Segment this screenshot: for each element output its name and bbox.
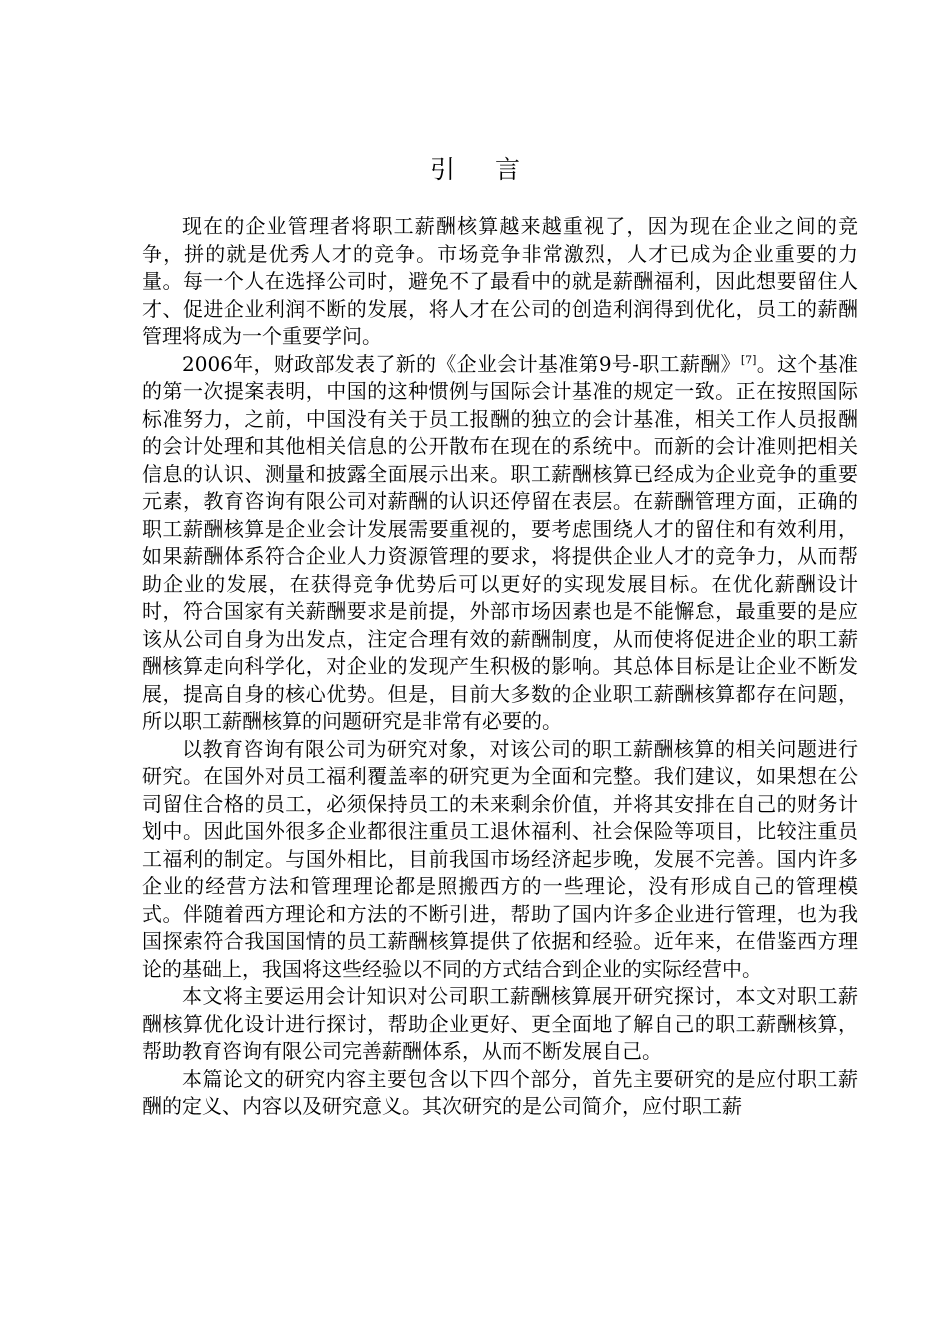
paragraph-5: 本篇论文的研究内容主要包含以下四个部分，首先主要研究的是应付职工薪酬的定义、内容以及研究意义。其次研究的是公司简介，应付职工薪: [142, 1066, 858, 1118]
page-title: 引言: [429, 155, 560, 184]
paragraph-1: 现在的企业管理者将职工薪酬核算越来越重视了，因为现在企业之间的竞争，拼的就是优秀人才的竞争。市场竞争非常激烈，人才已成为企业重要的力量。每一个人在选择公司时，避免不了最看中的就是薪酬福利，因此想要留住人才、促进企业利润不断的发展，将人才在公司的创造利润得到优化，员工的薪酬管理将成为一个重要学问。: [142, 214, 858, 348]
citation-ref: [7]: [740, 352, 757, 366]
paragraph-2-text-before: 2006年，财政部发表了新的《企业会计基准第9号-职工薪酬》: [182, 351, 741, 376]
document-body: [142, 213, 858, 1121]
paragraph-2: [142, 351, 858, 736]
paragraph-4: 本文将主要运用会计知识对公司职工薪酬核算展开研究探讨，本文对职工薪酬核算优化设计进行探讨，帮助企业更好、更全面地了解自己的职工薪酬核算，帮助教育咨询有限公司完善薪酬体系，从而不断发展自己。: [142, 984, 858, 1063]
paragraph-2-text-after: 。这个基准的第一次提案表明，中国的这种惯例与国际会计基准的规定一致。正在按照国际标准努力，之前，中国没有关于员工报酬的独立的会计基准，相关工作人员报酬的会计处理和其他相关信息的公开散布在现在的系统中。而新的会计准则把相关信息的认识、测量和披露全面展示出来。职工薪酬核算已经成为企业竞争的重要元素，教育咨询有限公司对薪酬的认识还停留在表层。在薪酬管理方面，正确的职工薪酬核算是企业会计发展需要重视的，要考虑围绕人才的留住和有效利用，如果薪酬体系符合企业人力资源管理的要求，将提供企业人才的竞争力，从而帮助企业的发展，在获得竞争优势后可以更好的实现发展目标。在优化薪酬设计时，符合国家有关薪酬要求是前提，外部市场因素也是不能懈怠，最重要的是应该从公司自身为出发点，注定合理有效的薪酬制度，从而使将促进企业的职工薪酬核算走向科学化，对企业的发现产生积极的影响。其总体目标是让企业不断发展，提高自身的核心优势。但是，目前大多数的企业职工薪酬核算都存在问题，所以职工薪酬核算的问题研究是非常有必要的。: [142, 351, 859, 733]
paragraph-3: 以教育咨询有限公司为研究对象，对该公司的职工薪酬核算的相关问题进行研究。在国外对员工福利覆盖率的研究更为全面和完整。我们建议，如果想在公司留住合格的员工，必须保持员工的未来剩余价值，并将其安排在自己的财务计划中。因此国外很多企业都很注重员工退休福利、社会保险等项目，比较注重员工福利的制定。与国外相比，目前我国市场经济起步晚，发展不完善。国内许多企业的经营方法和管理理论都是照搬西方的一些理论，没有形成自己的管理模式。伴随着西方理论和方法的不断引进，帮助了国内许多企业进行管理，也为我国探索符合我国国情的员工薪酬核算提供了依据和经验。近年来，在借鉴西方理论的基础上，我国将这些经验以不同的方式结合到企业的实际经营中。: [142, 736, 858, 981]
